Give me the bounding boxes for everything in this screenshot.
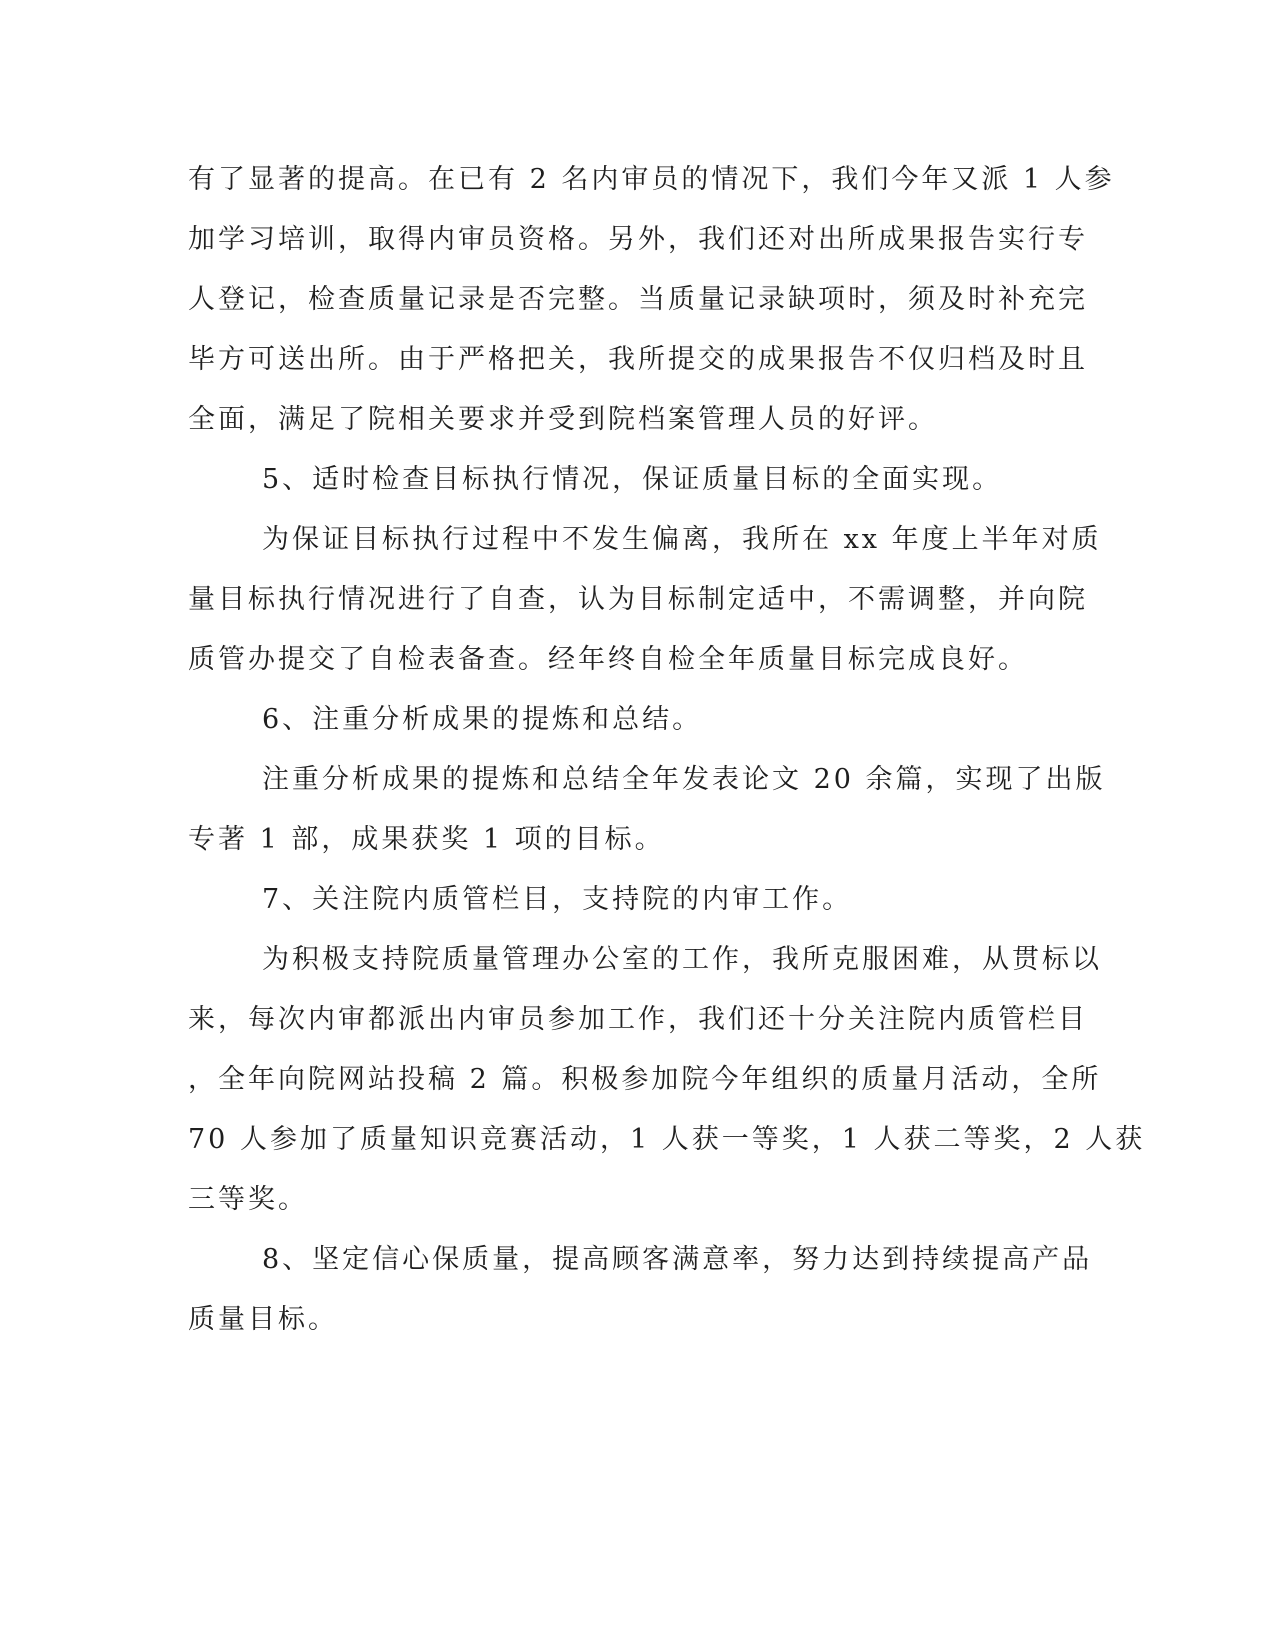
text-line: 为积极支持院质量管理办公室的工作，我所克服困难，从贯标以 xyxy=(262,944,1102,975)
text-line: 毕方可送出所。由于严格把关，我所提交的成果报告不仅归档及时且 xyxy=(188,344,1088,375)
text-line: 70 人参加了质量知识竞赛活动，1 人获一等奖，1 人获二等奖，2 人获 xyxy=(188,1124,1146,1155)
section-heading: 6、注重分析成果的提炼和总结。 xyxy=(262,704,703,735)
text-line: 全面，满足了院相关要求并受到院档案管理人员的好评。 xyxy=(188,404,938,435)
text-line: 注重分析成果的提炼和总结全年发表论文 20 余篇，实现了出版 xyxy=(262,764,1106,795)
text-line: 加学习培训，取得内审员资格。另外，我们还对出所成果报告实行专 xyxy=(188,224,1088,255)
text-line: 有了显著的提高。在已有 2 名内审员的情况下，我们今年又派 1 人参 xyxy=(188,164,1115,195)
section-heading: 8、坚定信心保质量，提高顾客满意率，努力达到持续提高产品 xyxy=(262,1244,1093,1275)
text-line: 人登记，检查质量记录是否完整。当质量记录缺项时，须及时补充完 xyxy=(188,284,1088,315)
text-line: 量目标执行情况进行了自查，认为目标制定适中，不需调整，并向院 xyxy=(188,584,1088,615)
section-heading: 5、适时检查目标执行情况，保证质量目标的全面实现。 xyxy=(262,464,1003,495)
text-line: 质管办提交了自检表备查。经年终自检全年质量目标完成良好。 xyxy=(188,644,1028,675)
text-line: 为保证目标执行过程中不发生偏离，我所在 xx 年度上半年对质 xyxy=(262,524,1102,555)
section-heading: 7、关注院内质管栏目，支持院的内审工作。 xyxy=(262,884,853,915)
text-line: 来，每次内审都派出内审员参加工作，我们还十分关注院内质管栏目 xyxy=(188,1004,1088,1035)
text-line: ，全年向院网站投稿 2 篇。积极参加院今年组织的质量月活动，全所 xyxy=(188,1064,1102,1095)
text-line: 专著 1 部，成果获奖 1 项的目标。 xyxy=(188,824,665,855)
text-line: 三等奖。 xyxy=(188,1184,308,1215)
text-line: 质量目标。 xyxy=(188,1304,338,1335)
